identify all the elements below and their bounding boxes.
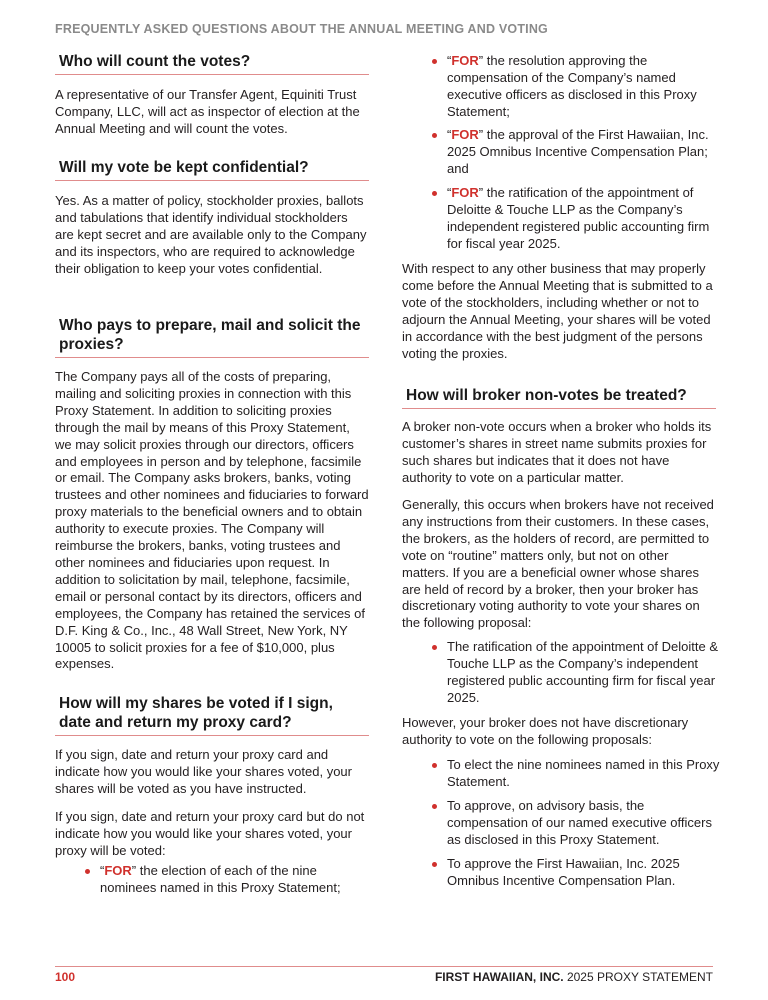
quote: “ xyxy=(100,863,105,878)
bullet-text: ” the election of each of the nine nominees named in this Proxy Statement; xyxy=(100,863,341,895)
section-heading: Who will count the votes? xyxy=(55,52,369,75)
document-name: 2025 PROXY STATEMENT xyxy=(563,970,713,984)
bullet-item xyxy=(432,127,722,178)
paragraph: If you sign, date and return your proxy card but do not indicate how you would like your shares voted, your proxy will be voted: xyxy=(55,809,365,858)
bullet-item xyxy=(85,863,375,897)
bullet-item: To elect the nine nominees named in this Proxy Statement. xyxy=(432,757,722,791)
paragraph: A representative of our Transfer Agent, Equiniti Trust Company, LLC, will act as inspector of election at the Annual Meeting and will count the votes. xyxy=(55,87,360,136)
bullet-item: To approve, on advisory basis, the compensation of our named executive officers as disclosed in this Proxy Statement. xyxy=(432,798,722,849)
paragraph: Yes. As a matter of policy, stockholder proxies, ballots and tabulations that identify individual stockholders are kept secret and are available only to the Company and its inspectors, who are required to acknowledge their obligation to keep your votes confidential. xyxy=(55,193,367,276)
bullet-item: The ratification of the appointment of Deloitte & Touche LLP as the Company’s independent registered public accounting firm for fiscal year 2025. xyxy=(432,639,722,707)
section-heading: How will broker non-votes be treated? xyxy=(402,386,716,409)
running-header: FREQUENTLY ASKED QUESTIONS ABOUT THE ANNUAL MEETING AND VOTING xyxy=(55,22,548,36)
section-heading: Will my vote be kept confidential? xyxy=(55,158,369,181)
quote: “ xyxy=(447,53,452,68)
paragraph: A broker non-vote occurs when a broker who holds its customer’s shares in street name submits proxies for such shares but indicates that it does not have authority to vote on a particular matter. xyxy=(402,419,712,485)
section-heading: How will my shares be voted if I sign, date and return my proxy card? xyxy=(55,694,369,736)
bullet-text: ” the approval of the First Hawaiian, Inc. 2025 Omnibus Incentive Compensation Plan; and xyxy=(447,127,709,176)
bullet-item xyxy=(432,185,722,253)
quote: “ xyxy=(447,185,452,200)
paragraph: If you sign, date and return your proxy card and indicate how you would like your shares voted, your shares will be voted as you have instructed. xyxy=(55,747,352,796)
section-heading: Who pays to prepare, mail and solicit the proxies? xyxy=(55,316,369,358)
page-footer xyxy=(55,966,713,984)
footer-title xyxy=(435,970,713,984)
for-label: FOR xyxy=(104,863,132,878)
for-label: FOR xyxy=(451,127,479,142)
quote: “ xyxy=(447,127,452,142)
paragraph: Generally, this occurs when brokers have not received any instructions from their customers. In these cases, the brokers, as the holders of record, are permitted to vote on “routine” matters only, but not on other matters. If you are a beneficial owner whose shares are held of record by a broker, then your broker has discretionary voting authority to vote your shares on the following proposal: xyxy=(402,497,714,631)
bullet-text: ” the resolution approving the compensation of the Company’s named executive officers as disclosed in this Proxy Statement; xyxy=(447,53,697,119)
for-label: FOR xyxy=(451,185,479,200)
bullet-item: To approve the First Hawaiian, Inc. 2025 Omnibus Incentive Compensation Plan. xyxy=(432,856,722,890)
paragraph: However, your broker does not have discretionary authority to vote on the following proposals: xyxy=(402,715,689,747)
bullet-item xyxy=(432,53,722,121)
paragraph: The Company pays all of the costs of preparing, mailing and soliciting proxies in connection with this Proxy Statement. In addition to soliciting proxies through the mail by means of this Proxy Statement, we may solicit proxies through our directors, officers and employees in person and by telephone, facsimile or email. The Company asks brokers, banks, voting trustees and other nominees and fiduciaries to forward proxy materials to the beneficial owners and to obtain authority to execute proxies. The Company will reimburse the brokers, banks, voting trustees and other nominees and fiduciaries upon request. In addition to solicitation by mail, telephone, facsimile, email or personal contact by its directors, officers and employees, the Company has retained the services of D.F. King & Co., Inc., 48 Wall Street, New York, NY 10005 to solicit proxies for a fee of $10,000, plus expenses. xyxy=(55,369,369,672)
paragraph: With respect to any other business that may properly come before the Annual Meeting that is submitted to a vote of the stockholders, including whether or not to adjourn the Annual Meeting, your shares will be voted in accordance with the best judgment of the persons voting the proxies. xyxy=(402,261,713,361)
page-number: 100 xyxy=(55,970,76,984)
bullet-text: ” the ratification of the appointment of Deloitte & Touche LLP as the Company’s independent registered public accounting firm for fiscal year 2025. xyxy=(447,185,710,251)
company-name: FIRST HAWAIIAN, INC. xyxy=(434,970,564,984)
for-label: FOR xyxy=(451,53,479,68)
